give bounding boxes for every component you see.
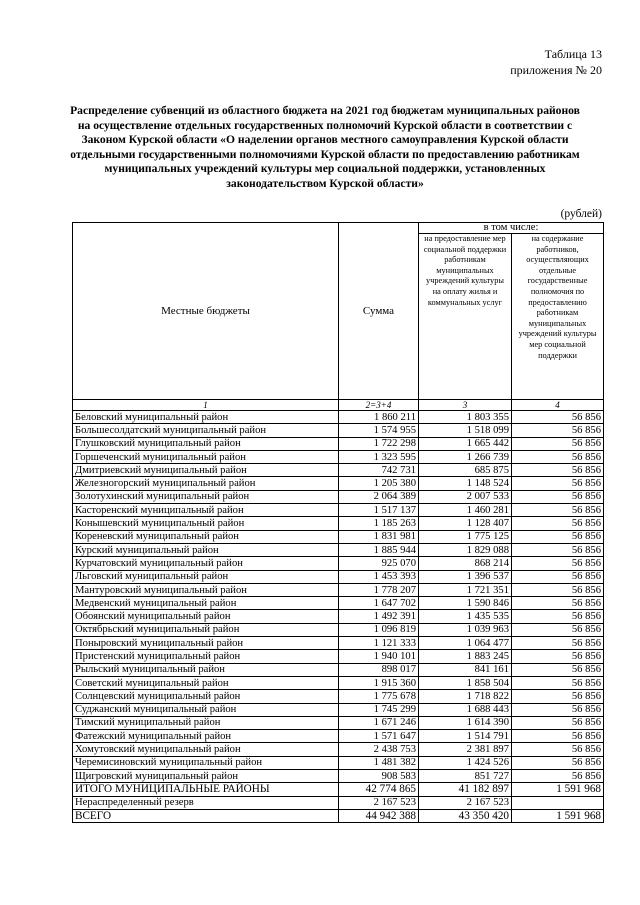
- reserve-sum: 2 167 523: [339, 796, 419, 809]
- table-row: [73, 650, 604, 663]
- district-name: Кореневский муниципальный район: [73, 530, 339, 543]
- district-name: Конышевский муниципальный район: [73, 517, 339, 530]
- table-reference: [510, 46, 602, 78]
- table-row: [73, 610, 604, 623]
- district-name: Суджанский муниципальный район: [73, 703, 339, 716]
- column-number-row: [73, 400, 604, 411]
- column-number-4: 4: [512, 400, 604, 411]
- total-districts-row: [73, 783, 604, 796]
- district-staff: 56 856: [512, 623, 604, 636]
- reserve-row: [73, 796, 604, 809]
- district-staff: 56 856: [512, 597, 604, 610]
- district-sum: 1 205 380: [339, 477, 419, 490]
- district-sum: 1 671 246: [339, 716, 419, 729]
- district-housing: 851 727: [419, 770, 512, 783]
- district-staff: 56 856: [512, 557, 604, 570]
- district-name: Горшеченский муниципальный район: [73, 450, 339, 463]
- table-row: [73, 570, 604, 583]
- table-row: [73, 477, 604, 490]
- district-name: Дмитриевский муниципальный район: [73, 464, 339, 477]
- district-name: Поныровский муниципальный район: [73, 637, 339, 650]
- table-row: [73, 730, 604, 743]
- district-sum: 1 571 647: [339, 730, 419, 743]
- district-housing: 2 381 897: [419, 743, 512, 756]
- district-name: Золотухинский муниципальный район: [73, 490, 339, 503]
- district-staff: 56 856: [512, 703, 604, 716]
- district-staff: 56 856: [512, 756, 604, 769]
- district-sum: 1 860 211: [339, 411, 419, 424]
- table-row: [73, 716, 604, 729]
- district-staff: 56 856: [512, 464, 604, 477]
- district-staff: 56 856: [512, 450, 604, 463]
- district-sum: 1 323 595: [339, 450, 419, 463]
- district-staff: 56 856: [512, 424, 604, 437]
- grand-total-row: [73, 809, 604, 822]
- table-row: [73, 437, 604, 450]
- district-staff: 56 856: [512, 570, 604, 583]
- district-housing: 1 665 442: [419, 437, 512, 450]
- district-name: Черемисиновский муниципальный район: [73, 756, 339, 769]
- column-header-sum: Сумма: [339, 223, 419, 400]
- district-housing: 685 875: [419, 464, 512, 477]
- district-name: Солнцевский муниципальный район: [73, 690, 339, 703]
- district-housing: 1 514 791: [419, 730, 512, 743]
- district-housing: 1 688 443: [419, 703, 512, 716]
- district-name: Хомутовский муниципальный район: [73, 743, 339, 756]
- table-row: [73, 411, 604, 424]
- district-housing: 1 518 099: [419, 424, 512, 437]
- units-label: (рублей): [560, 208, 602, 220]
- district-name: Фатежский муниципальный район: [73, 730, 339, 743]
- district-sum: 1 121 333: [339, 637, 419, 650]
- column-header-housing-support: на предоставление мер социальной поддержки работникам муниципальных учреждений культуры на оплату жилья и коммунальных услуг: [419, 234, 512, 400]
- district-name: Курчатовский муниципальный район: [73, 557, 339, 570]
- table-number: Таблица 13: [544, 47, 602, 61]
- column-number-2: 2=3+4: [339, 400, 419, 411]
- district-sum: 1 885 944: [339, 543, 419, 556]
- district-staff: 56 856: [512, 411, 604, 424]
- reserve-label: Нераспределенный резерв: [73, 796, 339, 809]
- grand-total-label: ВСЕГО: [73, 809, 339, 822]
- reserve-housing: 2 167 523: [419, 796, 512, 809]
- total-districts-housing: 41 182 897: [419, 783, 512, 796]
- district-staff: 56 856: [512, 530, 604, 543]
- district-sum: 2 064 389: [339, 490, 419, 503]
- district-staff: 56 856: [512, 770, 604, 783]
- total-districts-staff: 1 591 968: [512, 783, 604, 796]
- district-housing: 1 039 963: [419, 623, 512, 636]
- reserve-staff: [512, 796, 604, 809]
- district-housing: 1 803 355: [419, 411, 512, 424]
- table-row: [73, 583, 604, 596]
- district-sum: 908 583: [339, 770, 419, 783]
- district-name: Обоянский муниципальный район: [73, 610, 339, 623]
- column-number-1: 1: [73, 400, 339, 411]
- table-row: [73, 543, 604, 556]
- table-row: [73, 703, 604, 716]
- district-housing: 1 829 088: [419, 543, 512, 556]
- district-housing: 1 718 822: [419, 690, 512, 703]
- district-sum: 1 775 678: [339, 690, 419, 703]
- district-sum: 1 096 819: [339, 623, 419, 636]
- district-staff: 56 856: [512, 517, 604, 530]
- table-row: [73, 637, 604, 650]
- district-name: Медвенский муниципальный район: [73, 597, 339, 610]
- district-housing: 868 214: [419, 557, 512, 570]
- table-row: [73, 623, 604, 636]
- table-row: [73, 663, 604, 676]
- district-housing: 1 128 407: [419, 517, 512, 530]
- district-name: Железногорский муниципальный район: [73, 477, 339, 490]
- district-sum: 2 438 753: [339, 743, 419, 756]
- district-sum: 1 574 955: [339, 424, 419, 437]
- district-housing: 1 266 739: [419, 450, 512, 463]
- table-row: [73, 530, 604, 543]
- district-staff: 56 856: [512, 650, 604, 663]
- district-sum: 1 185 263: [339, 517, 419, 530]
- grand-total-sum: 44 942 388: [339, 809, 419, 822]
- table-row: [73, 424, 604, 437]
- district-sum: 1 481 382: [339, 756, 419, 769]
- column-header-budgets: Местные бюджеты: [73, 223, 339, 400]
- district-housing: 1 435 535: [419, 610, 512, 623]
- table-row: [73, 743, 604, 756]
- district-sum: 1 940 101: [339, 650, 419, 663]
- table-row: [73, 690, 604, 703]
- district-name: Щигровский муниципальный район: [73, 770, 339, 783]
- district-staff: 56 856: [512, 490, 604, 503]
- total-districts-label: ИТОГО МУНИЦИПАЛЬНЫЕ РАЙОНЫ: [73, 783, 339, 796]
- district-staff: 56 856: [512, 437, 604, 450]
- column-header-including: в том числе:: [419, 223, 604, 234]
- district-name: Рыльский муниципальный район: [73, 663, 339, 676]
- district-name: Курский муниципальный район: [73, 543, 339, 556]
- district-name: Советский муниципальный район: [73, 676, 339, 689]
- district-name: Октябрьский муниципальный район: [73, 623, 339, 636]
- district-housing: 1 396 537: [419, 570, 512, 583]
- table-row: [73, 770, 604, 783]
- table-row: [73, 517, 604, 530]
- district-sum: 1 831 981: [339, 530, 419, 543]
- table-row: [73, 557, 604, 570]
- district-staff: 56 856: [512, 610, 604, 623]
- table-totals: [73, 783, 604, 823]
- district-staff: 56 856: [512, 543, 604, 556]
- district-staff: 56 856: [512, 504, 604, 517]
- district-name: Касторенский муниципальный район: [73, 504, 339, 517]
- district-sum: 1 517 137: [339, 504, 419, 517]
- district-sum: 742 731: [339, 464, 419, 477]
- district-staff: 56 856: [512, 637, 604, 650]
- district-housing: 1 590 846: [419, 597, 512, 610]
- table-row: [73, 676, 604, 689]
- district-housing: 1 460 281: [419, 504, 512, 517]
- district-name: Беловский муниципальный район: [73, 411, 339, 424]
- district-sum: 1 492 391: [339, 610, 419, 623]
- table-row: [73, 490, 604, 503]
- column-header-staff-maintenance: на содержание работников, осуществляющих отдельные государственные полномочия по предоставлению работникам муниципальных учреждений культуры мер социальной поддержки: [512, 234, 604, 400]
- district-sum: 925 070: [339, 557, 419, 570]
- district-name: Пристенский муниципальный район: [73, 650, 339, 663]
- district-name: Глушковский муниципальный район: [73, 437, 339, 450]
- district-name: Большесолдатский муниципальный район: [73, 424, 339, 437]
- subsidy-table: [72, 222, 604, 823]
- district-housing: 1 064 477: [419, 637, 512, 650]
- district-staff: 56 856: [512, 716, 604, 729]
- district-housing: 1 775 125: [419, 530, 512, 543]
- district-housing: 841 161: [419, 663, 512, 676]
- district-housing: 1 721 351: [419, 583, 512, 596]
- grand-total-staff: 1 591 968: [512, 809, 604, 822]
- district-sum: 1 778 207: [339, 583, 419, 596]
- total-districts-sum: 42 774 865: [339, 783, 419, 796]
- grand-total-housing: 43 350 420: [419, 809, 512, 822]
- district-name: Тимский муниципальный район: [73, 716, 339, 729]
- column-number-3: 3: [419, 400, 512, 411]
- district-staff: 56 856: [512, 743, 604, 756]
- district-staff: 56 856: [512, 583, 604, 596]
- district-staff: 56 856: [512, 663, 604, 676]
- district-housing: 1 148 524: [419, 477, 512, 490]
- table-row: [73, 464, 604, 477]
- district-name: Мантуровский муниципальный район: [73, 583, 339, 596]
- district-name: Льговский муниципальный район: [73, 570, 339, 583]
- district-housing: 1 883 245: [419, 650, 512, 663]
- table-row: [73, 504, 604, 517]
- district-sum: 1 453 393: [339, 570, 419, 583]
- table-row: [73, 597, 604, 610]
- district-staff: 56 856: [512, 477, 604, 490]
- district-housing: 1 858 504: [419, 676, 512, 689]
- district-sum: 898 017: [339, 663, 419, 676]
- district-sum: 1 745 299: [339, 703, 419, 716]
- district-housing: 1 424 526: [419, 756, 512, 769]
- document-title: Распределение субвенций из областного бюджета на 2021 год бюджетам муниципальных районов на осуществление отдельных государственных полномочий Курской области в соответствии с Законом Курской области «О наделении органов местного самоуправления Курской области отдельными государственными полномочиями Курской области по предоставлению работникам муниципальных учреждений культуры мер социальной поддержки, установленных законодательством Курской области»: [70, 104, 580, 190]
- district-sum: 1 915 360: [339, 676, 419, 689]
- district-housing: 1 614 390: [419, 716, 512, 729]
- table-body: [73, 411, 604, 783]
- district-sum: 1 722 298: [339, 437, 419, 450]
- district-staff: 56 856: [512, 690, 604, 703]
- table-row: [73, 450, 604, 463]
- district-staff: 56 856: [512, 676, 604, 689]
- district-staff: 56 856: [512, 730, 604, 743]
- table-row: [73, 756, 604, 769]
- district-sum: 1 647 702: [339, 597, 419, 610]
- appendix-number: приложения № 20: [510, 63, 602, 77]
- district-housing: 2 007 533: [419, 490, 512, 503]
